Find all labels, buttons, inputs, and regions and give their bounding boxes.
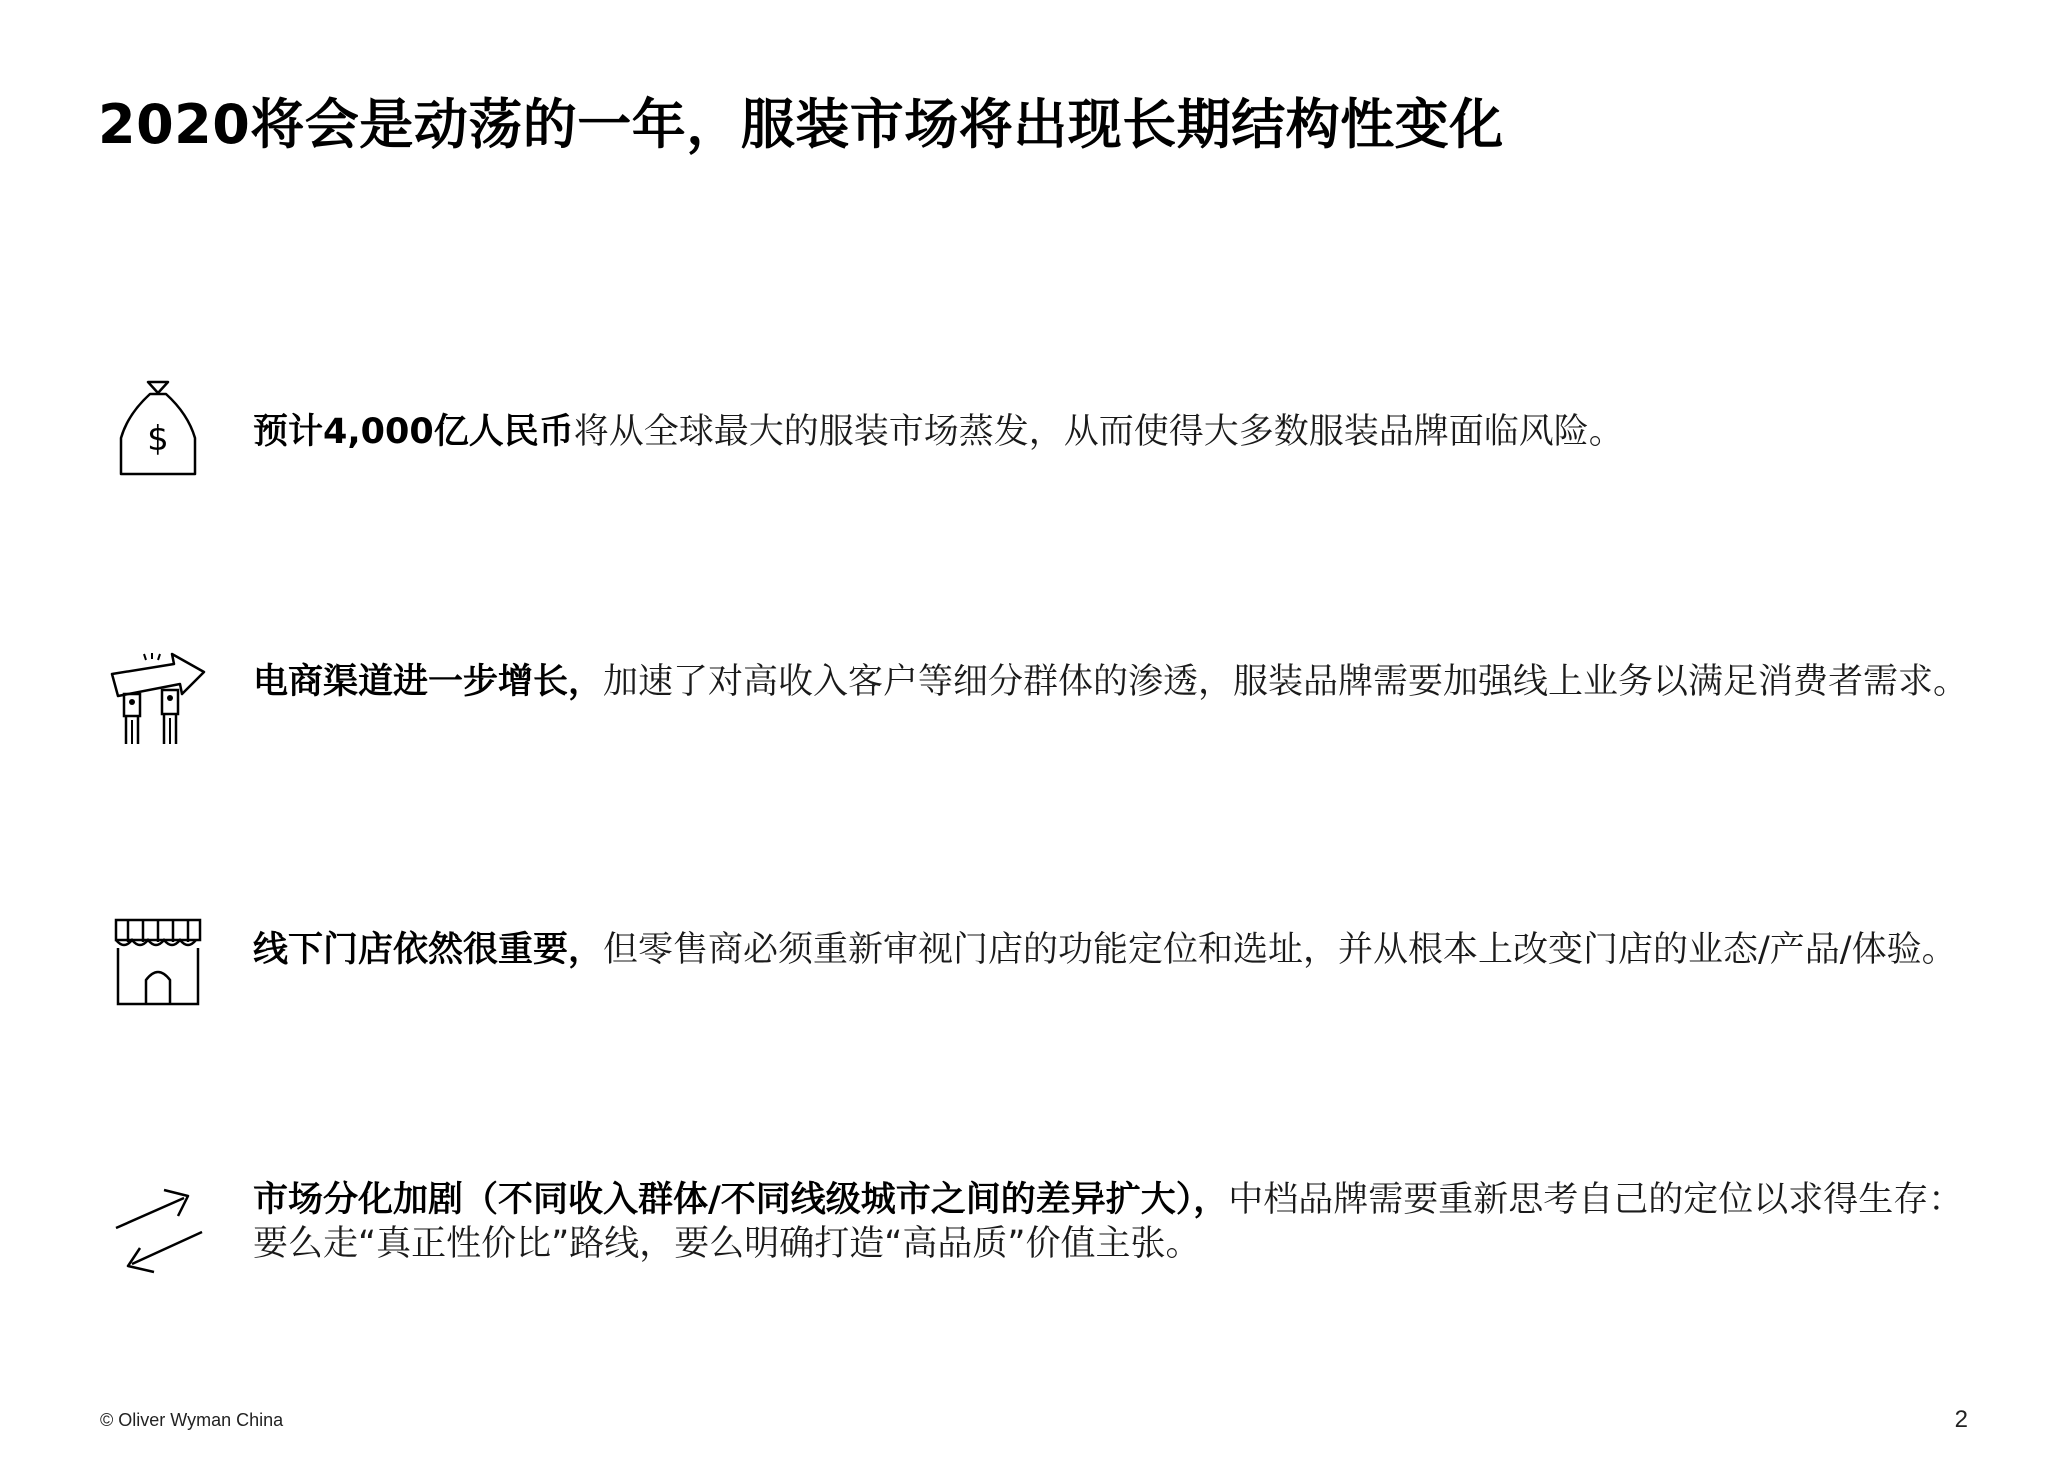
money-bag-icon	[108, 380, 208, 480]
svg-text:$: $	[147, 419, 169, 459]
list-item-lead: 市场分化加剧（不同收入群体/不同线级城市之间的差异扩大），	[253, 1180, 1229, 1220]
page-title: 2020将会是动荡的一年，服装市场将出现长期结构性变化	[98, 93, 1504, 156]
list-item-text	[253, 660, 1973, 704]
list-item-text	[253, 1178, 1973, 1266]
page-number: 2	[1954, 1406, 1968, 1433]
list-item-lead: 预计4,000亿人民币	[253, 412, 574, 452]
list-item-text	[253, 928, 1973, 972]
list-item-body: 但零售商必须重新审视门店的功能定位和选址，并从根本上改变门店的业态/产品/体验。	[603, 930, 1957, 970]
list-item-lead: 电商渠道进一步增长，	[253, 662, 604, 702]
storefront-icon	[108, 910, 208, 1010]
list-item-text	[253, 410, 1973, 454]
carrying-arrow-icon	[108, 650, 208, 750]
list-item-body: 加速了对高收入客户等细分群体的渗透，服装品牌需要加强线上业务以满足消费者需求。	[603, 662, 1969, 702]
list-item-body: 中档品牌需要重新思考自己的定位以求得生存：要么走“真正性价比”路线，要么明确打造“高品质”价值主张。	[253, 1180, 1964, 1264]
list-item-lead: 线下门店依然很重要，	[253, 930, 604, 970]
list-item-body: 将从全球最大的服装市场蒸发，从而使得大多数服装品牌面临风险。	[573, 412, 1624, 452]
footer-copyright: © Oliver Wyman China	[100, 1410, 284, 1430]
diverging-arrows-icon	[108, 1180, 208, 1280]
